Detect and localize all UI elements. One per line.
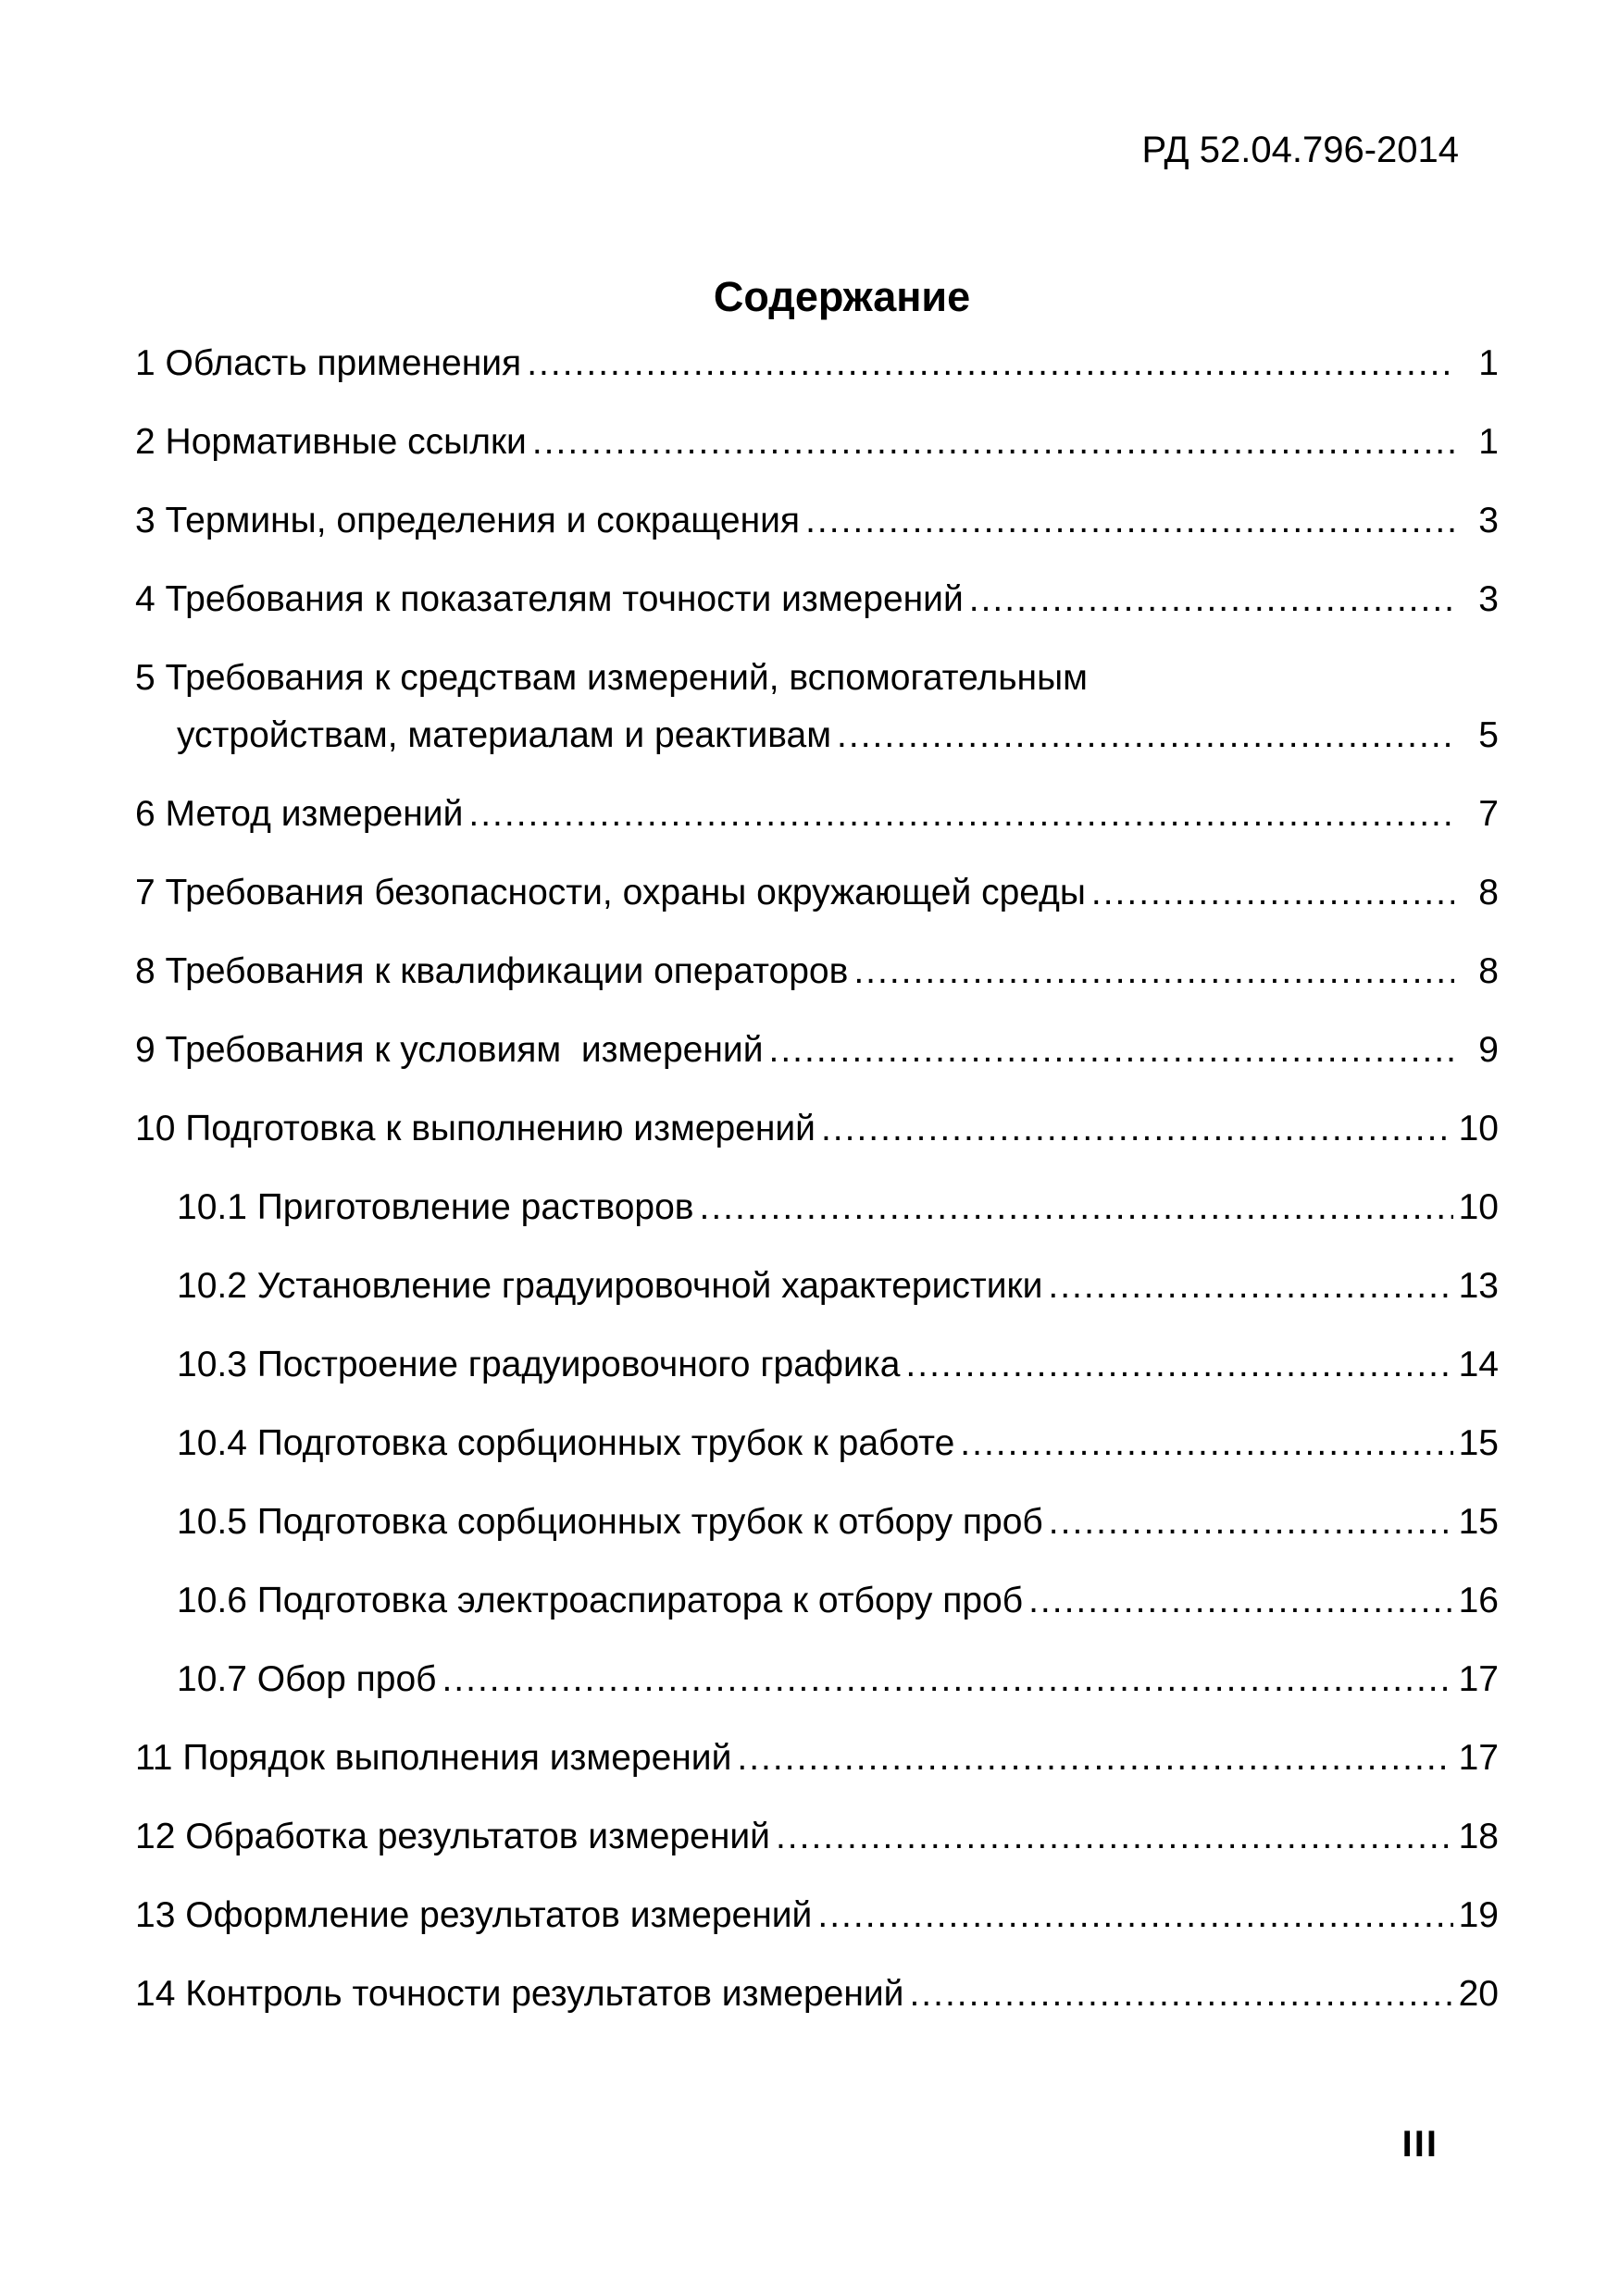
toc-entry-page: 19 [1458, 1895, 1499, 1935]
toc-entry-10-6[interactable] [135, 1580, 1499, 1622]
toc-entry-page: 1 [1478, 343, 1499, 383]
toc-entry-page: 3 [1478, 501, 1499, 540]
toc-entry-page: 8 [1478, 873, 1499, 912]
toc-entry-label: 1 Область применения [135, 343, 522, 383]
toc-entry-label: 10.5 Подготовка сорбционных трубок к отбору проб [177, 1502, 1043, 1542]
toc-entry-10-4[interactable] [135, 1422, 1499, 1465]
toc-entry-label: 14 Контроль точности результатов измерений [135, 1974, 904, 2014]
toc-leader-dots [768, 1029, 1454, 1072]
toc-entry-label: 3 Термины, определения и сокращения [135, 501, 801, 540]
toc-entry-page: 1 [1478, 422, 1499, 462]
toc-entry-10-3[interactable] [135, 1344, 1499, 1386]
toc-entry-2[interactable] [135, 421, 1499, 464]
toc-entry-page: 10 [1458, 1187, 1499, 1227]
toc-entry-10-7[interactable] [135, 1658, 1499, 1701]
toc-entry-10-2[interactable] [135, 1265, 1499, 1308]
toc-entry-8[interactable] [135, 950, 1499, 993]
toc-entry-6[interactable] [135, 793, 1499, 836]
toc-leader-dots [1028, 1580, 1453, 1622]
toc-entry-label: 12 Обработка результатов измерений [135, 1817, 770, 1856]
toc-leader-dots [532, 421, 1454, 464]
toc-entry-label: 7 Требования безопасности, охраны окружающей среды [135, 873, 1086, 912]
toc-leader-dots [776, 1816, 1453, 1858]
toc-leader-dots [1091, 872, 1454, 914]
toc-entry-label: 10.6 Подготовка электроаспиратора к отбору проб [177, 1581, 1024, 1620]
toc-entry-label: 10.7 Обор проб [177, 1659, 437, 1699]
toc-entry-page: 16 [1458, 1581, 1499, 1620]
toc-entry-11[interactable] [135, 1737, 1499, 1780]
toc-leader-dots [737, 1737, 1452, 1780]
toc-leader-dots [960, 1422, 1452, 1465]
toc-entry-10-1[interactable] [135, 1186, 1499, 1229]
toc-entry-page: 7 [1478, 794, 1499, 834]
toc-leader-dots [700, 1186, 1453, 1229]
toc-leader-dots [805, 500, 1454, 542]
toc-entry-3[interactable] [135, 500, 1499, 542]
toc-entry-1[interactable] [135, 342, 1499, 385]
toc-entry-page: 3 [1478, 579, 1499, 619]
toc-entry-9[interactable] [135, 1029, 1499, 1072]
toc-entry-7[interactable] [135, 872, 1499, 914]
toc-leader-dots [817, 1894, 1452, 1937]
toc-entry-label: 2 Нормативные ссылки [135, 422, 527, 462]
toc-entry-page: 15 [1458, 1423, 1499, 1463]
toc-entry-label: 13 Оформление результатов измерений [135, 1895, 813, 1935]
toc-entry-page: 14 [1458, 1345, 1499, 1384]
toc-leader-dots [905, 1344, 1452, 1386]
toc-leader-dots [1048, 1265, 1452, 1308]
toc-leader-dots [821, 1108, 1453, 1150]
toc-leader-dots [527, 342, 1454, 385]
page-number: III [1401, 2124, 1438, 2165]
toc-entry-4[interactable] [135, 578, 1499, 621]
toc-entry-14[interactable] [135, 1973, 1499, 2016]
toc-entry-page: 10 [1458, 1109, 1499, 1148]
toc-entry-label: 9 Требования к условиям измерений [135, 1030, 764, 1070]
toc-entry-5-continuation [135, 714, 1499, 757]
document-code: РД 52.04.796-2014 [1141, 130, 1459, 170]
toc-leader-dots [837, 714, 1454, 757]
toc-entry-label-line2: устройствам, материалам и реактивам [177, 715, 832, 755]
toc-entry-page: 15 [1458, 1502, 1499, 1542]
table-of-contents [135, 342, 1499, 2016]
toc-entry-label: 8 Требования к квалификации операторов [135, 951, 849, 991]
toc-title: Содержание [713, 273, 971, 320]
toc-entry-13[interactable] [135, 1894, 1499, 1937]
toc-leader-dots [442, 1658, 1452, 1701]
toc-entry-label: 6 Метод измерений [135, 794, 464, 834]
toc-leader-dots [1049, 1501, 1453, 1544]
toc-entry-label-line1: 5 Требования к средствам измерений, вспомогательным [135, 658, 1088, 698]
toc-entry-page: 18 [1458, 1817, 1499, 1856]
toc-entry-label: 10.4 Подготовка сорбционных трубок к работе [177, 1423, 955, 1463]
toc-entry-page: 17 [1458, 1659, 1499, 1699]
toc-leader-dots [969, 578, 1454, 621]
toc-leader-dots [468, 793, 1454, 836]
toc-entry-page: 8 [1478, 951, 1499, 991]
toc-entry-label: 10.1 Приготовление растворов [177, 1187, 694, 1227]
toc-entry-label: 4 Требования к показателям точности измерений [135, 579, 964, 619]
toc-entry-page: 9 [1478, 1030, 1499, 1070]
toc-entry-label: 10.3 Построение градуировочного графика [177, 1345, 901, 1384]
toc-entry-label: 10.2 Установление градуировочной характеристики [177, 1266, 1043, 1306]
toc-entry-page: 20 [1458, 1974, 1499, 2014]
toc-entry-12[interactable] [135, 1816, 1499, 1858]
toc-entry-page: 17 [1458, 1738, 1499, 1778]
toc-entry-10-5[interactable] [135, 1501, 1499, 1544]
toc-entry-10[interactable] [135, 1108, 1499, 1150]
toc-leader-dots [909, 1973, 1452, 2016]
toc-entry-label: 11 Порядок выполнения измерений [135, 1738, 732, 1778]
toc-entry-page: 13 [1458, 1266, 1499, 1306]
toc-leader-dots [853, 950, 1454, 993]
toc-entry-page: 5 [1478, 715, 1499, 755]
toc-entry-5[interactable] [135, 657, 1499, 757]
toc-entry-label: 10 Подготовка к выполнению измерений [135, 1109, 816, 1148]
